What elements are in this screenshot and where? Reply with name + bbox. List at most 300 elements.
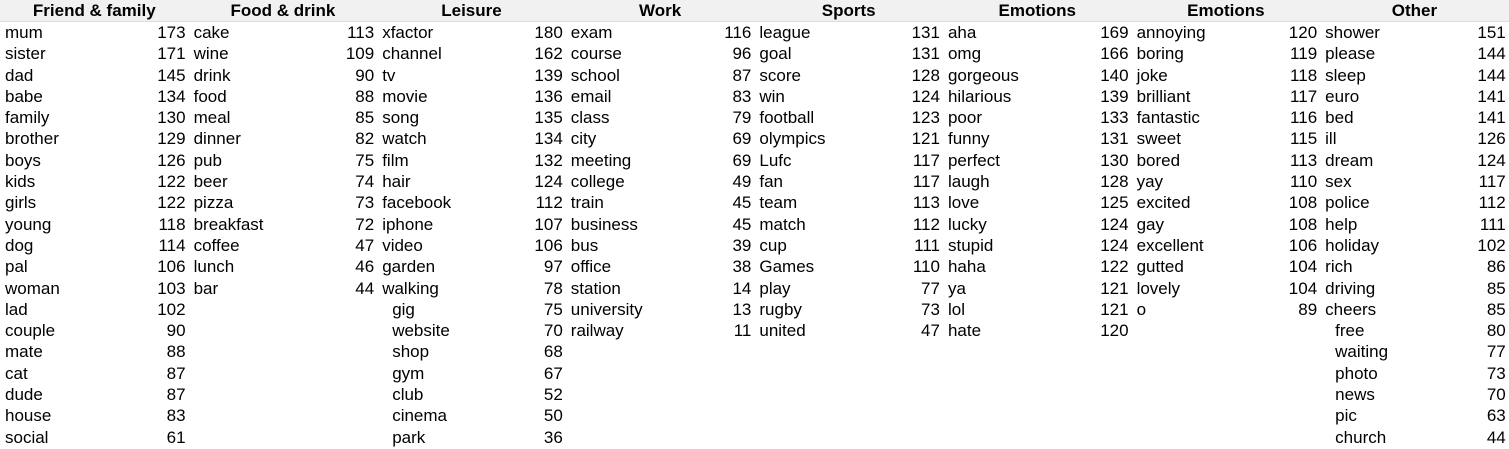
word-cell: garden <box>382 257 436 277</box>
word-cell: free <box>1335 321 1365 341</box>
count-cell: 124 <box>911 86 940 106</box>
count-cell: 90 <box>355 65 375 85</box>
table-row <box>377 384 566 405</box>
word-cell: gorgeous <box>947 65 1019 85</box>
table-row <box>1132 235 1321 256</box>
word-cell: bus <box>570 235 599 255</box>
word-cell: stupid <box>947 235 994 255</box>
word-cell: cup <box>759 235 787 255</box>
category-column <box>189 0 378 449</box>
table-row <box>754 86 943 107</box>
table-row <box>0 22 189 43</box>
word-cell: olympics <box>759 129 826 149</box>
word-cell: sister <box>5 44 46 64</box>
count-cell: 47 <box>921 321 940 341</box>
table-row <box>0 299 189 320</box>
table-row <box>0 128 189 149</box>
count-cell: 73 <box>1486 363 1506 383</box>
word-cell: boring <box>1136 44 1184 64</box>
count-cell: 140 <box>1100 65 1129 85</box>
word-cell: excellent <box>1136 235 1204 255</box>
table-row <box>1132 299 1321 320</box>
word-cell: league <box>759 23 811 42</box>
word-cell: police <box>1325 193 1370 213</box>
table-row <box>943 278 1132 299</box>
table-row <box>754 43 943 64</box>
count-cell: 134 <box>534 129 563 149</box>
table-row <box>1320 256 1509 277</box>
word-cell: excited <box>1136 193 1191 213</box>
category-header: Food & drink <box>189 0 378 22</box>
table-row <box>1132 150 1321 171</box>
count-cell: 126 <box>157 150 186 170</box>
count-cell: 117 <box>1290 86 1318 106</box>
table-row <box>943 235 1132 256</box>
word-cell: watch <box>382 129 427 149</box>
count-cell: 52 <box>543 385 563 405</box>
count-cell: 13 <box>732 299 752 319</box>
count-cell: 89 <box>1298 299 1318 319</box>
count-cell: 103 <box>157 278 186 298</box>
count-cell: 121 <box>1100 299 1129 319</box>
count-cell: 61 <box>166 427 186 447</box>
count-cell: 87 <box>732 65 752 85</box>
table-row <box>566 107 755 128</box>
count-cell: 121 <box>1100 278 1129 298</box>
table-row <box>1320 171 1509 192</box>
table-row <box>189 22 378 43</box>
word-cell: euro <box>1325 86 1360 106</box>
count-cell: 74 <box>355 172 375 192</box>
category-header: Friend & family <box>0 0 189 22</box>
word-cell: pic <box>1335 406 1357 426</box>
count-cell: 134 <box>157 86 186 106</box>
table-row <box>754 171 943 192</box>
word-cell: meal <box>193 108 231 128</box>
word-cell: iphone <box>382 214 434 234</box>
word-cell: Games <box>759 257 815 277</box>
table-row <box>377 320 566 341</box>
count-cell: 117 <box>912 172 940 192</box>
word-cell: shop <box>392 342 430 362</box>
category-column <box>1320 0 1509 449</box>
word-cell: perfect <box>947 150 1000 170</box>
word-cell: bed <box>1325 108 1354 128</box>
table-row <box>566 192 755 213</box>
table-row <box>1320 43 1509 64</box>
count-cell: 118 <box>1290 65 1318 85</box>
table-row <box>1320 150 1509 171</box>
table-row <box>566 150 755 171</box>
word-cell: coffee <box>193 235 240 255</box>
table-row <box>377 235 566 256</box>
count-cell: 106 <box>534 235 563 255</box>
word-cell: office <box>570 257 612 277</box>
table-row <box>754 256 943 277</box>
word-cell: pal <box>5 257 28 277</box>
table-row <box>1132 43 1321 64</box>
count-cell: 69 <box>732 150 752 170</box>
category-header: Work <box>566 0 755 22</box>
count-cell: 116 <box>724 23 752 42</box>
count-cell: 78 <box>543 278 563 298</box>
count-cell: 113 <box>912 193 940 213</box>
count-cell: 124 <box>1100 214 1129 234</box>
table-row <box>943 150 1132 171</box>
count-cell: 88 <box>355 86 375 106</box>
count-cell: 46 <box>355 257 375 277</box>
word-cell: gay <box>1136 214 1164 234</box>
count-cell: 96 <box>732 44 752 64</box>
count-cell: 112 <box>535 193 563 213</box>
word-cell: girls <box>5 193 37 213</box>
table-row <box>1132 171 1321 192</box>
count-cell: 113 <box>1290 150 1318 170</box>
word-cell: walking <box>382 278 439 298</box>
count-cell: 151 <box>1477 23 1506 42</box>
table-row <box>1132 192 1321 213</box>
word-cell: drink <box>193 65 231 85</box>
table-row <box>754 65 943 86</box>
table-row <box>943 107 1132 128</box>
count-cell: 139 <box>1100 86 1129 106</box>
count-cell: 73 <box>355 193 375 213</box>
count-cell: 141 <box>1477 86 1506 106</box>
table-row <box>1320 22 1509 43</box>
count-cell: 128 <box>911 65 940 85</box>
word-cell: college <box>570 172 625 192</box>
count-cell: 128 <box>1100 172 1129 192</box>
count-cell: 117 <box>912 150 940 170</box>
count-cell: 45 <box>732 214 752 234</box>
word-cell: love <box>947 193 980 213</box>
table-row <box>377 299 566 320</box>
table-row <box>377 214 566 235</box>
table-row <box>377 192 566 213</box>
word-cell: tv <box>382 65 396 85</box>
table-row <box>754 192 943 213</box>
table-row <box>566 171 755 192</box>
count-cell: 36 <box>543 427 563 447</box>
table-row <box>1320 107 1509 128</box>
table-row <box>1320 235 1509 256</box>
count-cell: 50 <box>543 406 563 426</box>
count-cell: 129 <box>157 129 186 149</box>
table-row <box>1132 128 1321 149</box>
table-row <box>0 405 189 426</box>
count-cell: 106 <box>157 257 186 277</box>
count-cell: 180 <box>534 23 563 42</box>
count-cell: 133 <box>1100 108 1129 128</box>
table-row <box>1320 363 1509 384</box>
word-cell: brilliant <box>1136 86 1191 106</box>
word-cell: university <box>570 299 643 319</box>
word-cell: sex <box>1325 172 1352 192</box>
table-row <box>1320 299 1509 320</box>
table-row <box>1320 214 1509 235</box>
table-row <box>377 86 566 107</box>
table-row <box>754 235 943 256</box>
table-row <box>566 320 755 341</box>
table-row <box>1132 86 1321 107</box>
word-cell: station <box>570 278 621 298</box>
table-row <box>566 65 755 86</box>
category-header: Emotions <box>943 0 1132 22</box>
count-cell: 97 <box>543 257 563 277</box>
word-cell: ya <box>947 278 966 298</box>
table-row <box>566 299 755 320</box>
word-cell: brother <box>5 129 59 149</box>
word-cell: pizza <box>193 193 234 213</box>
word-cell: class <box>570 108 610 128</box>
count-cell: 131 <box>911 23 940 42</box>
word-cell: Lufc <box>759 150 792 170</box>
word-cell: sleep <box>1325 65 1366 85</box>
table-row <box>189 235 378 256</box>
count-cell: 112 <box>1478 193 1506 213</box>
count-cell: 173 <box>157 23 186 42</box>
count-cell: 86 <box>1486 257 1506 277</box>
word-cell: gig <box>392 299 415 319</box>
count-cell: 117 <box>1478 172 1506 192</box>
table-row <box>377 150 566 171</box>
count-cell: 120 <box>1288 23 1318 42</box>
count-cell: 39 <box>732 235 752 255</box>
table-row <box>943 320 1132 341</box>
word-cell: food <box>193 86 227 106</box>
count-cell: 85 <box>355 108 375 128</box>
word-cell: hair <box>382 172 411 192</box>
word-cell: club <box>392 385 424 405</box>
count-cell: 111 <box>1479 214 1506 234</box>
table-row <box>189 65 378 86</box>
category-header: Other <box>1320 0 1509 22</box>
count-cell: 67 <box>543 363 563 383</box>
count-cell: 130 <box>157 108 186 128</box>
category-column <box>0 0 189 449</box>
word-cell: fantastic <box>1136 108 1200 128</box>
table-row <box>189 278 378 299</box>
count-cell: 77 <box>1486 342 1506 362</box>
word-cell: aha <box>947 23 977 42</box>
table-row <box>377 256 566 277</box>
table-row <box>566 22 755 43</box>
table-row <box>1320 341 1509 362</box>
table-row <box>754 214 943 235</box>
word-cell: rich <box>1325 257 1353 277</box>
word-cell: lunch <box>193 257 235 277</box>
word-cell: beer <box>193 172 228 192</box>
word-cell: mum <box>5 23 43 42</box>
count-cell: 166 <box>1100 44 1129 64</box>
table-row <box>377 405 566 426</box>
count-cell: 112 <box>912 214 940 234</box>
table-row <box>1320 128 1509 149</box>
category-column <box>943 0 1132 449</box>
table-row <box>0 214 189 235</box>
count-cell: 85 <box>1486 278 1506 298</box>
count-cell: 120 <box>1100 321 1129 341</box>
count-cell: 171 <box>157 44 186 64</box>
table-row <box>754 320 943 341</box>
word-cell: dream <box>1325 150 1374 170</box>
word-cell: boys <box>5 150 41 170</box>
word-cell: yay <box>1136 172 1164 192</box>
word-cell: fan <box>759 172 784 192</box>
count-cell: 75 <box>355 150 375 170</box>
table-row <box>754 150 943 171</box>
count-cell: 79 <box>732 108 752 128</box>
count-cell: 83 <box>732 86 752 106</box>
count-cell: 70 <box>543 321 563 341</box>
table-row <box>0 256 189 277</box>
count-cell: 63 <box>1486 406 1506 426</box>
count-cell: 70 <box>1486 385 1506 405</box>
table-row <box>0 341 189 362</box>
table-row <box>1132 278 1321 299</box>
table-row <box>189 128 378 149</box>
count-cell: 68 <box>543 342 563 362</box>
table-row <box>1132 256 1321 277</box>
word-cell: dog <box>5 235 34 255</box>
count-cell: 122 <box>157 193 186 213</box>
count-cell: 139 <box>534 65 563 85</box>
table-row <box>1132 22 1321 43</box>
table-row <box>189 107 378 128</box>
word-cell: couple <box>5 321 56 341</box>
table-row <box>0 320 189 341</box>
category-column <box>754 0 943 449</box>
count-cell: 104 <box>1288 257 1318 277</box>
count-cell: 110 <box>912 257 940 277</box>
word-cell: woman <box>5 278 60 298</box>
table-row <box>566 128 755 149</box>
count-cell: 144 <box>1477 44 1506 64</box>
count-cell: 110 <box>1290 172 1318 192</box>
table-row <box>1320 86 1509 107</box>
word-cell: laugh <box>947 172 990 192</box>
word-cell: social <box>5 427 49 447</box>
count-cell: 121 <box>911 129 940 149</box>
table-row <box>943 299 1132 320</box>
table-row <box>377 363 566 384</box>
table-row <box>1320 427 1509 448</box>
table-row <box>377 22 566 43</box>
word-cell: dinner <box>193 129 241 149</box>
count-cell: 45 <box>732 193 752 213</box>
table-row <box>566 256 755 277</box>
word-cell: course <box>570 44 622 64</box>
word-cell: shower <box>1325 23 1380 42</box>
word-cell: o <box>1136 299 1147 319</box>
table-row <box>0 86 189 107</box>
count-cell: 124 <box>534 172 563 192</box>
table-row <box>377 107 566 128</box>
table-row <box>377 65 566 86</box>
word-cell: ill <box>1325 129 1337 149</box>
count-cell: 108 <box>1288 214 1318 234</box>
word-cell: website <box>392 321 450 341</box>
count-cell: 111 <box>914 235 940 255</box>
count-cell: 115 <box>1290 129 1318 149</box>
word-cell: cinema <box>392 406 447 426</box>
word-cell: gutted <box>1136 257 1184 277</box>
word-cell: bored <box>1136 150 1181 170</box>
word-cell: church <box>1335 427 1387 447</box>
count-cell: 38 <box>732 257 752 277</box>
word-cell: hilarious <box>947 86 1012 106</box>
count-cell: 69 <box>732 129 752 149</box>
word-cell: rugby <box>759 299 802 319</box>
table-row <box>0 65 189 86</box>
table-row <box>1320 192 1509 213</box>
count-cell: 73 <box>921 299 940 319</box>
table-row <box>377 341 566 362</box>
count-cell: 130 <box>1100 150 1129 170</box>
count-cell: 108 <box>1288 193 1318 213</box>
count-cell: 131 <box>911 44 940 64</box>
word-cell: exam <box>570 23 613 42</box>
category-header: Sports <box>754 0 943 22</box>
count-cell: 136 <box>534 86 563 106</box>
count-cell: 49 <box>732 172 752 192</box>
count-cell: 102 <box>1477 235 1506 255</box>
word-cell: house <box>5 406 52 426</box>
word-cell: play <box>759 278 791 298</box>
count-cell: 124 <box>1477 150 1506 170</box>
count-cell: 126 <box>1477 129 1506 149</box>
count-cell: 118 <box>158 214 186 234</box>
table-row <box>0 384 189 405</box>
word-cell: business <box>570 214 638 234</box>
category-column <box>377 0 566 449</box>
word-cell: kids <box>5 172 36 192</box>
count-cell: 87 <box>166 363 186 383</box>
count-cell: 141 <box>1477 108 1506 128</box>
table-row <box>189 256 378 277</box>
table-row <box>377 128 566 149</box>
word-cell: channel <box>382 44 442 64</box>
table-row <box>1320 65 1509 86</box>
table-row <box>0 150 189 171</box>
table-row <box>754 22 943 43</box>
word-cell: annoying <box>1136 23 1206 42</box>
count-cell: 47 <box>355 235 375 255</box>
table-row <box>1320 320 1509 341</box>
word-cell: united <box>759 321 806 341</box>
count-cell: 162 <box>534 44 563 64</box>
word-cell: school <box>570 65 620 85</box>
table-row <box>0 107 189 128</box>
category-column <box>1132 0 1321 449</box>
word-cell: joke <box>1136 65 1168 85</box>
count-cell: 106 <box>1288 235 1318 255</box>
count-cell: 83 <box>166 406 186 426</box>
count-cell: 123 <box>911 108 940 128</box>
count-cell: 107 <box>534 214 563 234</box>
count-cell: 72 <box>355 214 375 234</box>
count-cell: 85 <box>1486 299 1506 319</box>
table-row <box>943 43 1132 64</box>
table-row <box>1320 405 1509 426</box>
table-row <box>566 86 755 107</box>
table-row <box>189 43 378 64</box>
word-cell: cat <box>5 363 28 383</box>
word-cell: family <box>5 108 50 128</box>
table-row <box>377 171 566 192</box>
count-cell: 125 <box>1100 193 1129 213</box>
table-row <box>754 278 943 299</box>
